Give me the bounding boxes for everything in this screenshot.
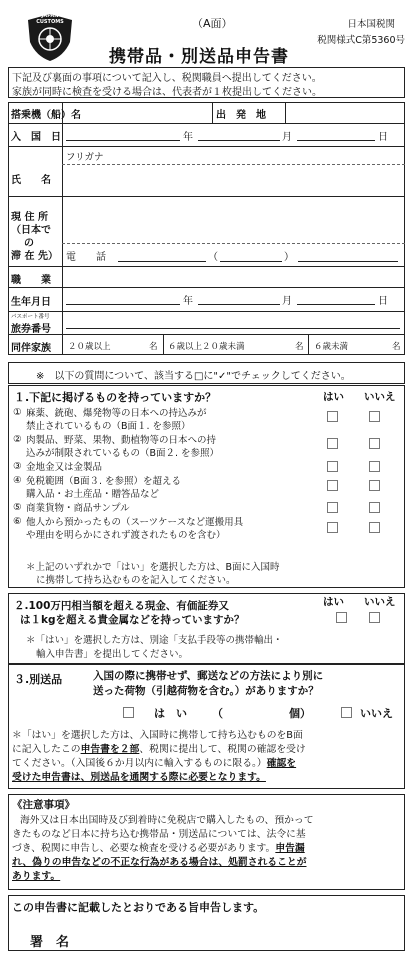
- q3-note-line2-b: 申告書を２部: [80, 744, 140, 755]
- q1-item-2-line1: 肉製品、野菜、果物、動植物等の日本への持: [26, 435, 217, 446]
- phone-field-1[interactable]: [118, 261, 206, 262]
- family-over20-field[interactable]: [125, 336, 145, 353]
- q3-note-line3: [12, 755, 296, 769]
- name-field[interactable]: [63, 165, 404, 195]
- phone-field-2[interactable]: [220, 261, 282, 262]
- agency-name: 日本国税関: [347, 19, 395, 30]
- phone-paren-open: （: [208, 252, 218, 263]
- q2-title-line2: は１kgを超える貴金属などを持っていますか？: [20, 614, 245, 626]
- entry-day-field[interactable]: [297, 140, 375, 141]
- q1-title: １.下記に掲げるものを持っていますか？: [14, 391, 217, 404]
- signature-field[interactable]: [90, 925, 400, 949]
- entry-month-unit: 月: [282, 132, 292, 143]
- address-label-4: 滞 在 先）: [11, 251, 58, 262]
- notice-line4: れ、偽りの申告などの不正な行為がある場合は、処罰されることが: [12, 857, 307, 868]
- q2-yes-checkbox[interactable]: [336, 612, 347, 623]
- phone-field-3[interactable]: [298, 261, 398, 262]
- q1-item-5-no-checkbox[interactable]: [369, 502, 380, 513]
- q1-item-4-num: ④: [13, 475, 22, 486]
- intro-line-1: 下記及び裏面の事項について記入し、税関職員へ提出してください。: [12, 73, 322, 84]
- notice-line3-b: 申告漏: [275, 843, 305, 854]
- q3-yes-checkbox[interactable]: [123, 707, 134, 718]
- q1-item-5-line1: 商業貨物・商品サンプル: [26, 503, 130, 514]
- birth-label: 生年月日: [11, 297, 51, 308]
- intro-line-2: 家族が同時に検査を受ける場合は、代表者が１枚提出してください。: [12, 87, 322, 98]
- q1-item-4-line2: 購入品・お土産品・贈答品など: [26, 489, 160, 500]
- address-label-1: 現 住 所: [11, 212, 48, 223]
- q3-note-line2-c: 、税関に提出して、税関の確認を受け: [139, 744, 306, 755]
- family-under6-field[interactable]: [358, 336, 388, 353]
- q1-item-1-line2: 禁止されているもの（B面１. を参照）: [26, 421, 191, 432]
- entry-day-unit: 日: [378, 132, 388, 143]
- family-over20-label: ２０歳以上: [68, 342, 111, 352]
- birth-year-field[interactable]: [66, 304, 180, 305]
- notice-line1: 海外又は日本出国時及び到着時に免税店で購入したもの、預かって: [20, 815, 314, 826]
- q3-count-field[interactable]: [226, 704, 286, 720]
- q1-item-4-line1: 免税範囲（B面３. を参照）を超える: [26, 476, 182, 487]
- form-code: 税関様式C第5360号: [317, 35, 405, 46]
- q1-yes-label: はい: [323, 391, 344, 403]
- family-label: 同伴家族: [11, 343, 51, 354]
- family-6to20-unit: 名: [295, 342, 304, 352]
- q3-note-line3-b: 確認を: [266, 758, 297, 769]
- q1-note-line2: に携帯して持ち込むものを記入してください。: [36, 575, 236, 586]
- q2-no-checkbox[interactable]: [369, 612, 380, 623]
- q1-item-3-num: ③: [13, 461, 22, 472]
- q1-item-6-line1: 他人から預かったもの（スーツケースなど運搬用具: [26, 517, 244, 528]
- q1-item-3-no-checkbox[interactable]: [369, 461, 380, 472]
- q3-note-line3-a: てください。（入国後６か月以内に輸入するものに限る。）: [12, 758, 267, 769]
- q2-note-line2: 輸入申告書」を提出してください。: [36, 649, 189, 660]
- phone-paren-close: ）: [284, 252, 294, 263]
- q1-item-3-line1: 金地金又は金製品: [26, 462, 103, 473]
- birth-month-unit: 月: [282, 296, 292, 307]
- q2-note-line1: ＊「はい」を選択した方は、別途「支払手段等の携帯輸出・: [26, 635, 283, 646]
- q3-note-line2-a: に記入したこの: [12, 744, 81, 755]
- phone-label: 電 話: [66, 252, 106, 263]
- signature-label: 署 名: [30, 935, 70, 950]
- logo-text: JAPAN CUSTOMS: [36, 13, 64, 25]
- q1-item-6-no-checkbox[interactable]: [369, 522, 380, 533]
- page-title: 携帯品・別送品申告書: [109, 47, 289, 67]
- q3-text-line1: 入国の際に携帯せず、郵送などの方法により別に: [93, 670, 324, 682]
- birth-day-field[interactable]: [297, 304, 375, 305]
- side-label: （A面）: [192, 17, 233, 30]
- passport-label: 旅券番号: [11, 324, 51, 335]
- flight-label: 搭乗機（船）名: [11, 110, 81, 121]
- q2-no-label: いいえ: [364, 596, 396, 608]
- q1-no-label: いいえ: [364, 391, 396, 403]
- family-under6-label: ６歳未満: [314, 342, 349, 352]
- family-6to20-field[interactable]: [268, 336, 292, 353]
- entry-year-field[interactable]: [66, 140, 180, 141]
- q1-item-3-yes-checkbox[interactable]: [327, 461, 338, 472]
- q1-item-5-num: ⑤: [13, 502, 22, 513]
- birth-month-field[interactable]: [198, 304, 280, 305]
- q3-text-line2: 送った荷物（引越荷物を含む。）がありますか？: [93, 685, 319, 697]
- q1-item-2-yes-checkbox[interactable]: [327, 438, 338, 449]
- entry-date-label: 入 国 日: [11, 132, 61, 143]
- departure-label: 出 発 地: [216, 110, 266, 121]
- q1-item-2-line2: 込みが制限されているもの（B面２. を参照）: [26, 448, 220, 459]
- entry-year-unit: 年: [183, 132, 193, 143]
- q3-yes-label: は い: [154, 707, 187, 720]
- q3-note-line2: [12, 741, 306, 755]
- q2-title-line1: ２.100万円相当額を超える現金、有価証券又: [14, 600, 229, 612]
- family-over20-unit: 名: [149, 342, 158, 352]
- q2-yes-label: はい: [323, 596, 344, 608]
- address-label-2: （日本で: [11, 225, 51, 236]
- entry-month-field[interactable]: [198, 140, 280, 141]
- flight-field[interactable]: [96, 103, 211, 122]
- family-under6-unit: 名: [392, 342, 401, 352]
- furigana-label: フリガナ: [66, 152, 104, 163]
- q1-item-1-num: ①: [13, 407, 22, 418]
- q1-note-line1: ＊上記のいずれかで「はい」を選択した方は、B面に入国時: [26, 562, 280, 573]
- passport-field[interactable]: [66, 328, 400, 329]
- q1-item-4-no-checkbox[interactable]: [369, 480, 380, 491]
- q1-item-6-line2: や理由を明らかにされず渡されたものを含む）: [26, 530, 226, 541]
- q1-item-6-yes-checkbox[interactable]: [327, 522, 338, 533]
- q1-item-2-num: ②: [13, 434, 22, 445]
- declaration-text: この申告書に記載したとおりである旨申告します。: [12, 901, 265, 914]
- birth-day-unit: 日: [378, 296, 388, 307]
- q1-item-2-no-checkbox[interactable]: [369, 438, 380, 449]
- q3-count: （ 個）: [212, 707, 311, 720]
- notice-line3: [12, 840, 305, 854]
- occupation-label: 職 業: [11, 275, 51, 286]
- q1-item-5-yes-checkbox[interactable]: [327, 502, 338, 513]
- address-field[interactable]: [63, 197, 404, 241]
- q3-title: ３.別送品: [14, 673, 63, 686]
- notice-line3-a: づき、税関に申告し、必要な検査を受ける必要があります。: [12, 843, 276, 854]
- q1-item-1-line1: 麻薬、銃砲、爆発物等の日本への持込みが: [26, 408, 207, 419]
- q1-item-6-num: ⑥: [13, 516, 22, 527]
- notice-title: 《注意事項》: [12, 799, 75, 811]
- address-label-3: の: [24, 238, 34, 249]
- q3-no-label: いいえ: [360, 707, 393, 720]
- q1-item-1-no-checkbox[interactable]: [369, 411, 380, 422]
- q3-no-checkbox[interactable]: [341, 707, 352, 718]
- occupation-field[interactable]: [63, 267, 404, 286]
- birth-year-unit: 年: [183, 296, 193, 307]
- instruction-text: ※ 以下の質問について、該当する□に"✓"でチェックしてください。: [36, 371, 351, 382]
- passport-small-label: パスポート番号: [11, 314, 50, 320]
- departure-field[interactable]: [286, 103, 404, 122]
- notice-line5: あります。: [12, 871, 61, 882]
- q3-note-line1: ＊「はい」を選択した方は、入国時に携帯して持ち込むものをB面: [12, 730, 303, 741]
- name-label: 氏 名: [11, 175, 51, 186]
- notice-line2: きたものなど日本に持ち込む携帯品・別送品については、法令に基: [12, 829, 306, 840]
- family-6to20-label: ６歳以上２０歳未満: [168, 342, 245, 352]
- q1-item-1-yes-checkbox[interactable]: [327, 411, 338, 422]
- q1-item-4-yes-checkbox[interactable]: [327, 480, 338, 491]
- q3-note-line4: 受けた申告書は、別送品を通関する際に必要となります。: [12, 772, 266, 783]
